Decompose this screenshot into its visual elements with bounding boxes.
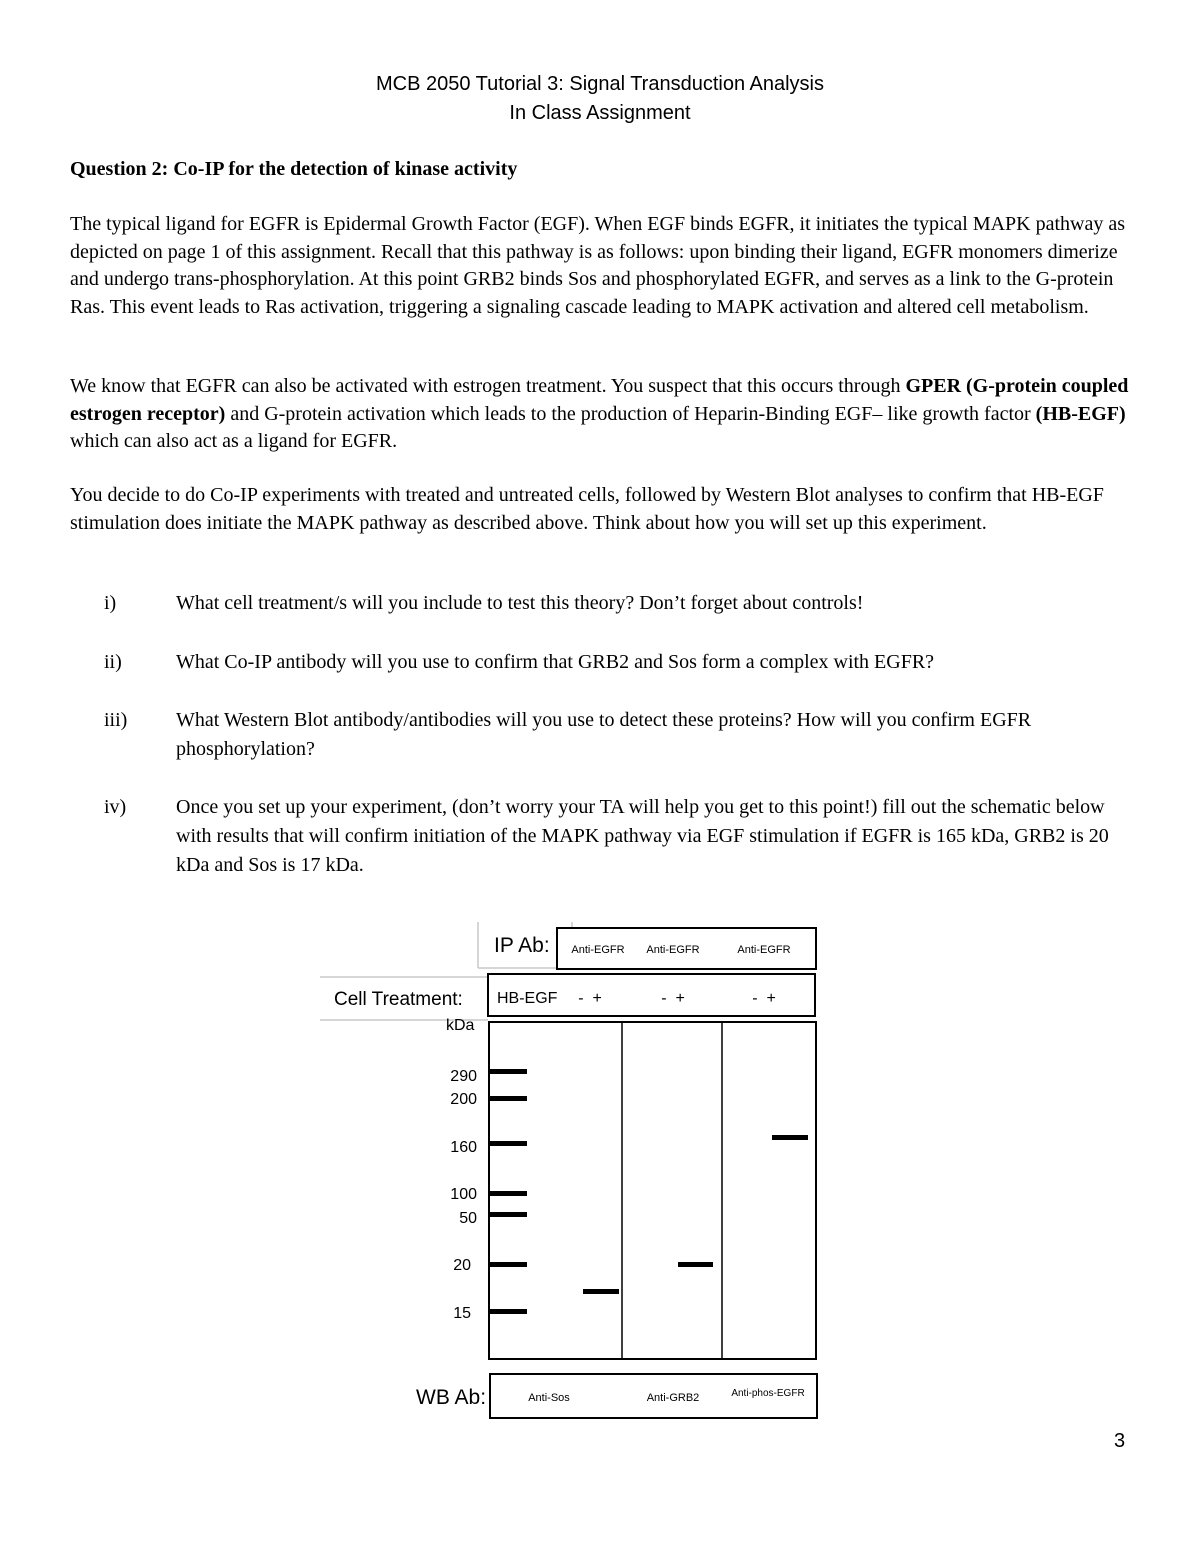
ladder-band (490, 1191, 527, 1196)
hb-egf-term: (HB-EGF) (1035, 402, 1126, 425)
question-text: What Co-IP antibody will you use to confirm that GRB2 and Sos form a complex with EGFR? (176, 651, 935, 673)
ip-antibody-label: Anti-EGFR (737, 944, 791, 956)
paragraph-estrogen-part1: We know that EGFR can also be activated with estrogen treatment. You suspect that this occurs through (70, 375, 906, 397)
wb-antibody-label: Anti-GRB2 (646, 1392, 700, 1404)
paragraph-estrogen-part2: and G-protein activation which leads to the production of Heparin-Binding EGF– like growth factor (225, 402, 1036, 425)
marker-label: 160 (450, 1139, 477, 1156)
wb-ab-label: WB Ab: (416, 1386, 487, 1409)
ladder-band (490, 1262, 527, 1267)
marker-label: 100 (450, 1186, 477, 1203)
cell-treatment-label: Cell Treatment: (334, 989, 463, 1010)
treatment-box (488, 974, 815, 1016)
paragraph-estrogen-part3: which can also act as a ligand for EGFR. (70, 430, 398, 452)
kda-label: kDa (446, 1017, 475, 1034)
question-number: iii) (104, 709, 128, 731)
question-text: What Western Blot antibody/antibodies will you use to detect these proteins? How will you confirm EGFR phosphorylation? (176, 709, 1032, 760)
ladder-band (490, 1069, 527, 1074)
ip-ab-label: IP Ab: (494, 934, 550, 957)
wb-antibody-box (490, 1374, 817, 1418)
question-number: i) (104, 592, 117, 614)
ip-antibody-box (557, 928, 816, 969)
question-text: What cell treatment/s will you include to test this theory? Don’t forget about controls! (176, 592, 864, 614)
page-header (0, 70, 1200, 128)
marker-label: 20 (453, 1257, 471, 1274)
gper-term: GPER (G-protein coupled estrogen receptor) (70, 375, 1129, 425)
ip-antibody-label: Anti-EGFR (646, 944, 700, 956)
paragraph-estrogen (70, 373, 1145, 456)
ladder-band (490, 1096, 527, 1101)
marker-label: 200 (450, 1091, 477, 1108)
page-number: 3 (1114, 1430, 1126, 1452)
paragraph-egfr-pathway: The typical ligand for EGFR is Epidermal Growth Factor (EGF). When EGF binds EGFR, it initiates the typical MAPK pathway as depicted on page 1 of this assignment. Recall that this pathway is as follows: upon binding their ligand, EGFR monomers dimerize and undergo trans-phosphorylation. At this point GRB2 binds Sos and phosphorylated EGFR, and serves as a link to the G-protein Ras. This event leads to Ras activation, triggering a signaling cascade leading to MAPK activation and altered cell metabolism. (70, 213, 1126, 318)
sos-band (583, 1289, 619, 1294)
marker-label: 290 (450, 1068, 477, 1085)
paragraph-experiment: You decide to do Co-IP experiments with treated and untreated cells, followed by Western Blot analyses to confirm that HB-EGF stimulation does initiate the MAPK pathway as described above. Think about how you will set up this experiment. (70, 484, 1104, 534)
ladder-band (490, 1309, 527, 1314)
header-title: MCB 2050 Tutorial 3: Signal Transduction Analysis (375, 73, 825, 95)
grb2-band (678, 1262, 713, 1267)
gel-frame (489, 1022, 816, 1359)
wb-antibody-label: Anti-phos-EGFR (731, 1388, 805, 1399)
lane-sign: - + (752, 990, 776, 1007)
ladder-band (490, 1141, 527, 1146)
ip-antibody-label: Anti-EGFR (571, 944, 625, 956)
ladder-band (490, 1212, 527, 1217)
question-text: Once you set up your experiment, (don’t worry your TA will help you get to this point!) fill out the schematic below with results that will confirm initiation of the MAPK pathway via EGF stimulation if EGFR is 165 kDa, GRB2 is 20 kDa and Sos is 17 kDa. (176, 796, 1109, 876)
header-subtitle: In Class Assignment (509, 102, 691, 124)
treatment-name: HB-EGF (497, 990, 558, 1007)
lane-sign: - + (578, 990, 602, 1007)
marker-label: 15 (453, 1305, 471, 1322)
phospho-egfr-band (772, 1135, 808, 1140)
question-number: iv) (104, 796, 127, 818)
marker-label: 50 (459, 1210, 477, 1227)
wb-antibody-label: Anti-Sos (528, 1392, 570, 1404)
lane-sign: - + (661, 990, 685, 1007)
question-title: Question 2: Co-IP for the detection of kinase activity (70, 158, 518, 180)
question-number: ii) (104, 651, 122, 673)
